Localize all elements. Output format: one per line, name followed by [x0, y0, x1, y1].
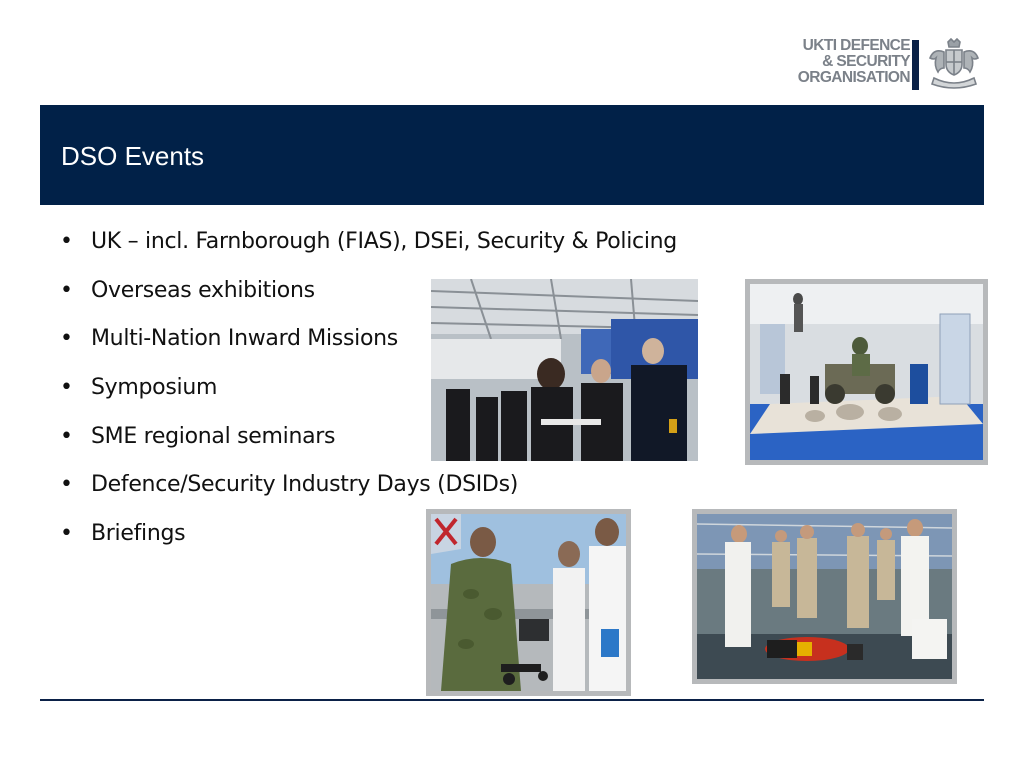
title-bar [40, 105, 984, 205]
bullet-text: Symposium [91, 375, 218, 401]
bullet-dot: • [60, 229, 73, 254]
logo-wordmark [790, 38, 910, 86]
bullet-dot: • [60, 472, 73, 498]
bullet-dot: • [60, 521, 73, 547]
bullet-text: Overseas exhibitions [91, 277, 315, 303]
bullet-dot: • [60, 375, 73, 401]
slide-title: DSO Events [61, 141, 205, 171]
bullet-text: Defence/Security Industry Days (DSIDs) [91, 472, 519, 498]
exhibition-stand-vehicle-photo [745, 279, 988, 465]
bullet-dot: • [60, 423, 73, 449]
bullet-dot: • [60, 277, 73, 303]
logo-line-2: & SECURITY [822, 53, 910, 70]
naval-officers-deck-photo [692, 509, 957, 684]
bullet-text: Multi-Nation Inward Missions [91, 326, 398, 352]
logo-line-1: UKTI DEFENCE [802, 37, 910, 54]
exhibition-reception-photo [431, 279, 698, 461]
logo-line-3: ORGANISATION [797, 69, 910, 86]
dso-logo [790, 38, 990, 94]
bullet-text: Briefings [91, 521, 186, 547]
bullet-text: SME regional seminars [91, 423, 336, 449]
royal-coat-of-arms-icon [924, 38, 984, 92]
logo-divider [912, 40, 919, 90]
bullet-dot: • [60, 326, 73, 352]
bullet-text: UK – incl. Farnborough (FIAS), DSEi, Security & Policing [91, 229, 677, 254]
soldiers-equipment-demo-photo [426, 509, 631, 696]
footer-rule [40, 699, 984, 701]
